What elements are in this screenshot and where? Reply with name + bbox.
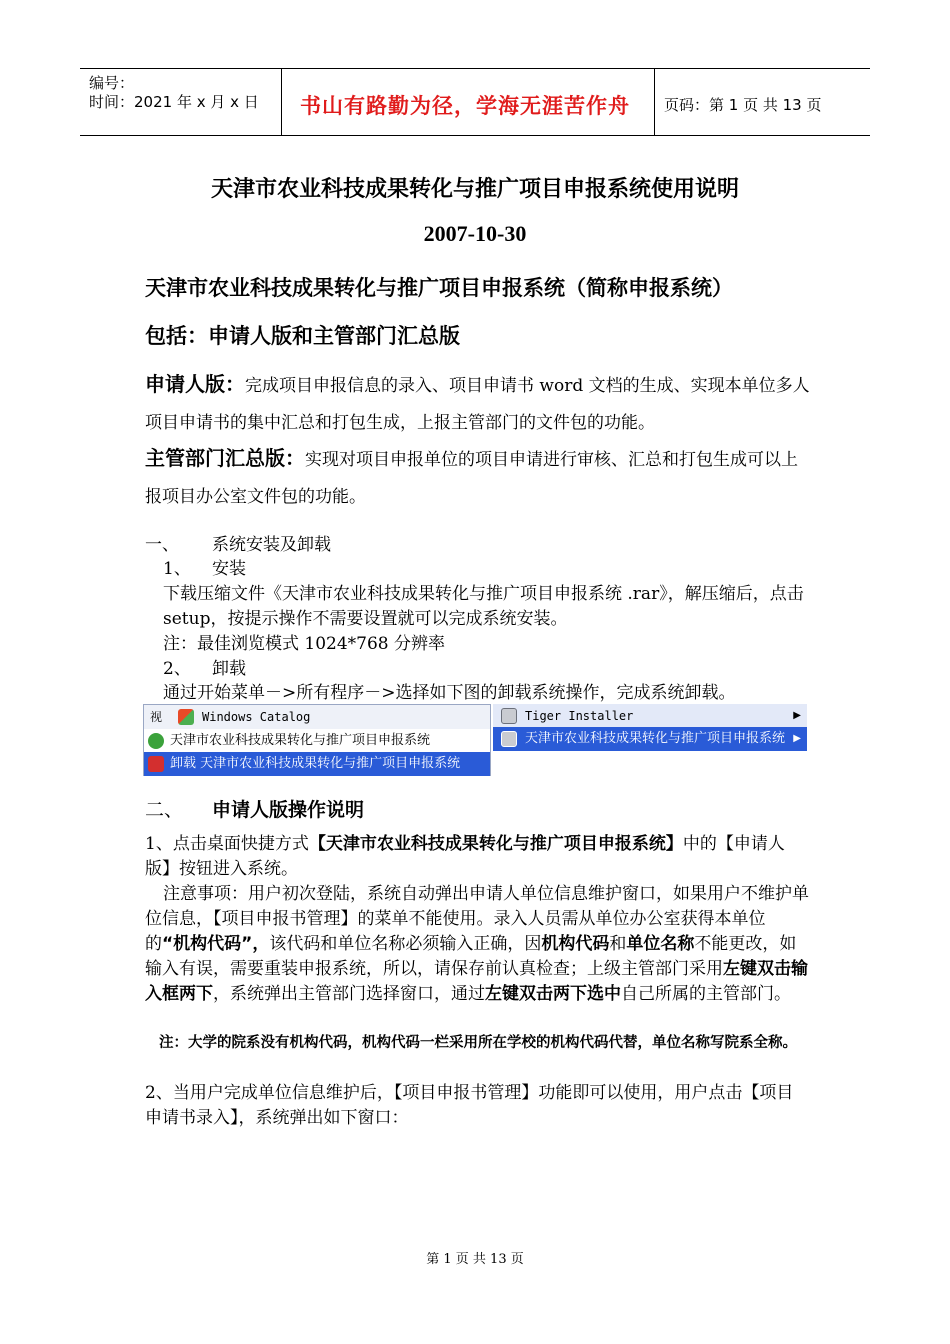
section1-title: 系统安装及卸载 (212, 535, 331, 555)
header-divider (654, 68, 655, 136)
section2-title: 申请人版操作说明 (212, 799, 365, 821)
menu-tiger-label: Tiger Installer (525, 709, 634, 723)
includes-heading: 包括：申请人版和主管部门汇总版 (145, 324, 460, 348)
programs-submenu-screenshot (493, 704, 807, 750)
p2-text-end: 自己所属的主管部门。 (621, 984, 791, 1004)
sub1-number: 1、 (163, 559, 191, 579)
app-icon (148, 733, 164, 749)
p2-bold-code2: 机构代码 (541, 934, 610, 954)
p1-text: 1、点击桌面快捷方式 (145, 834, 309, 854)
p2-text: ，系统弹出主管部门选择窗口，通过 (213, 984, 485, 1004)
install-note: 注：最佳浏览模式 1024*768 分辨率 (163, 634, 446, 654)
applicant-text: 完成项目申报信息的录入、项目申请书 word 文档的生成、实现本单位多人项目申请书的集中汇总和打包生成，上报主管部门的文件包的功能。 (145, 376, 810, 433)
section2-paragraph1 (145, 832, 810, 882)
applicant-label: 申请人版： (145, 372, 245, 396)
menu-right-system-label: 天津市农业科技成果转化与推广项目申报系统 (525, 731, 786, 746)
header-motto: 书山有路勤为径，学海无涯苦作舟 (300, 94, 630, 118)
menu-system-label: 天津市农业科技成果转化与推广项目申报系统 (170, 733, 431, 748)
header-top-rule (80, 68, 870, 69)
submenu-arrow-icon: ▶ (793, 710, 801, 721)
section1-number: 一、 (145, 535, 179, 555)
header-number: 编号： (89, 74, 135, 92)
p2-text: 和 (609, 934, 627, 954)
page-footer: 第 1 页 共 13 页 (426, 1252, 524, 1267)
uninstall-text: 通过开始菜单－>所有程序－>选择如下图的卸载系统操作，完成系统卸载。 (163, 683, 736, 703)
p2-bold-select: 左键双击两下选中 (485, 984, 621, 1004)
section2-number: 二、 (145, 799, 184, 821)
p2-text: 注意事项：用户初次登陆，系统自动弹出申请人单位信息维护窗口，如果用户不维护单位信息，【项目申报书管理】的菜单不能使用。录入人员需从单位办公室获得本单位的 (145, 884, 809, 954)
menu-system-row[interactable] (144, 729, 490, 753)
applicant-paragraph (145, 366, 810, 442)
sub2-number: 2、 (163, 659, 191, 679)
p2-text: 该代码和单位名称必须输入正确，因 (269, 934, 542, 954)
header-page: 页码：第 1 页 共 13 页 (664, 96, 822, 114)
menu-left-tab: 视 (150, 710, 163, 724)
uninstall-icon (148, 756, 164, 772)
university-note: 注：大学的院系没有机构代码，机构代码一栏采用所在学校的机构代码代替，单位名称写院系全称。 (159, 1035, 797, 1051)
menu-catalog-row (144, 705, 490, 729)
menu-right-system-row[interactable] (493, 727, 807, 751)
p2-bold-unit: 单位名称 (626, 934, 695, 954)
menu-catalog-label: Windows Catalog (202, 710, 311, 724)
windows-logo-icon (178, 709, 194, 725)
dept-text: 实现对项目申报单位的项目申请进行审核、汇总和打包生成可以上报项目办公室文件包的功能。 (145, 450, 798, 507)
p2-bold-dblclick: 左键双击输入框两下 (145, 959, 808, 1004)
section2-paragraph3: 2、当用户完成单位信息维护后，【项目申报书管理】功能即可以使用，用户点击【项目申请书录入】，系统弹出如下窗口： (145, 1083, 794, 1128)
sub1-title: 安装 (212, 559, 246, 579)
document-title: 天津市农业科技成果转化与推广项目申报系统使用说明 (210, 177, 739, 202)
header-time: 时间：2021 年 x 月 x 日 (89, 93, 259, 111)
folder-icon (501, 731, 517, 747)
p1-text-end: 中的【申请人版】按钮进入系统。 (145, 834, 785, 879)
menu-uninstall-label: 卸载 天津市农业科技成果转化与推广项目申报系统 (170, 756, 461, 771)
menu-uninstall-row[interactable] (144, 752, 490, 776)
header-divider (281, 68, 282, 136)
system-heading: 天津市农业科技成果转化与推广项目申报系统（简称申报系统） (145, 276, 733, 300)
p2-text: 不能更改，如输入有误，需要重装申报系统，所以，请保存前认真检查；上级主管部门采用 (145, 934, 797, 979)
install-text: 下载压缩文件《天津市农业科技成果转化与推广项目申报系统 .rar》，解压缩后，点击 setup，按提示操作不需要设置就可以完成系统安装。 (163, 584, 804, 629)
dept-paragraph (145, 440, 810, 516)
submenu-arrow-icon: ▶ (793, 733, 801, 744)
section2-paragraph2 (145, 882, 810, 1007)
start-menu-screenshot (143, 704, 491, 776)
menu-tiger-row[interactable] (493, 704, 807, 728)
p2-bold-code: “机构代码”， (162, 934, 270, 954)
folder-icon (501, 708, 517, 724)
header-bottom-rule (80, 135, 870, 136)
document-date: 2007-10-30 (423, 221, 527, 246)
dept-label: 主管部门汇总版： (145, 446, 305, 470)
sub2-title: 卸载 (212, 659, 246, 679)
p1-bold: 【天津市农业科技成果转化与推广项目申报系统】 (308, 834, 683, 854)
